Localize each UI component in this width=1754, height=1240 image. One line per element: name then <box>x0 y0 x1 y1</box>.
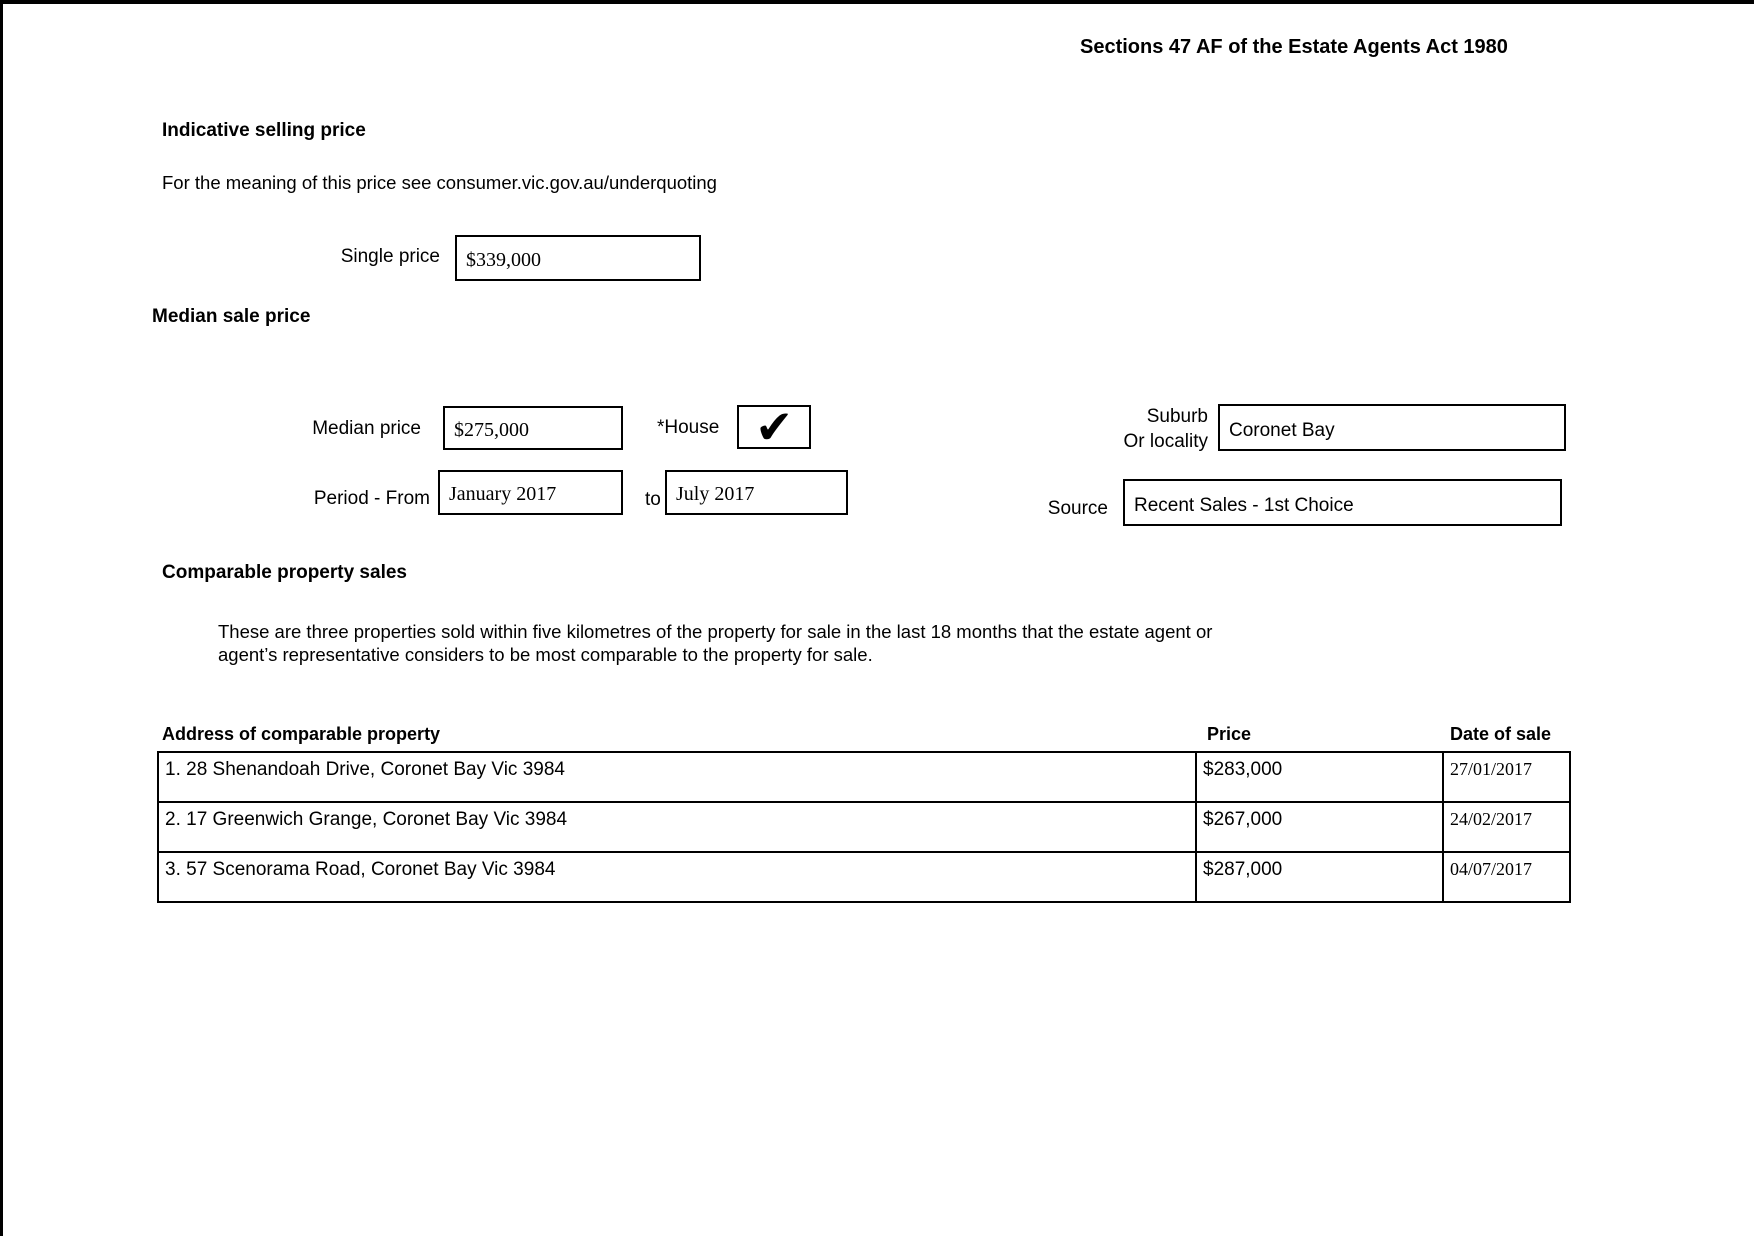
period-to-field[interactable] <box>665 470 848 515</box>
suburb-label-line1: Suburb <box>1146 406 1208 427</box>
page-left-border <box>0 0 3 1236</box>
price-column-header: Price <box>1207 724 1252 744</box>
source-label: Source <box>1047 498 1108 519</box>
comparable-description-line1: These are three properties sold within five kilometres of the property for sale in the last 18 months that the estate agent or <box>218 621 1213 642</box>
comparable-price: $267,000 <box>1196 802 1443 852</box>
comparable-sales-table <box>157 751 1571 903</box>
comparable-date: 24/02/2017 <box>1443 802 1570 852</box>
indicative-selling-price-heading: Indicative selling price <box>162 120 366 141</box>
median-sale-price-heading: Median sale price <box>152 306 311 327</box>
comparable-address: 2. 17 Greenwich Grange, Coronet Bay Vic 3984 <box>158 802 1196 852</box>
suburb-label-line2: Or locality <box>1123 431 1208 452</box>
comparable-date: 27/01/2017 <box>1443 752 1570 802</box>
median-price-label: Median price <box>312 418 421 439</box>
comparable-address: 3. 57 Scenorama Road, Coronet Bay Vic 3984 <box>158 852 1196 902</box>
comparable-description-line2: agent’s representative considers to be most comparable to the property for sale. <box>218 644 873 665</box>
suburb-label <box>1018 404 1208 454</box>
comparable-price: $287,000 <box>1196 852 1443 902</box>
house-label: *House <box>657 417 720 438</box>
table-row <box>158 802 1570 852</box>
period-from-label: Period - From <box>313 488 430 509</box>
single-price-label: Single price <box>340 246 440 267</box>
suburb-field[interactable] <box>1218 404 1566 451</box>
to-label: to <box>645 489 661 510</box>
single-price-field[interactable] <box>455 235 701 281</box>
comparable-price: $283,000 <box>1196 752 1443 802</box>
comparable-description <box>218 620 1212 666</box>
source-field[interactable] <box>1123 479 1562 526</box>
act-reference-title: Sections 47 AF of the Estate Agents Act 1980 <box>1080 36 1508 58</box>
table-row <box>158 852 1570 902</box>
period-from-field[interactable] <box>438 470 623 515</box>
comparable-address: 1. 28 Shenandoah Drive, Coronet Bay Vic 3984 <box>158 752 1196 802</box>
median-price-field[interactable] <box>443 406 623 450</box>
comparable-property-sales-heading: Comparable property sales <box>162 562 407 583</box>
table-row <box>158 752 1570 802</box>
checkmark-icon: ✔ <box>753 400 795 454</box>
address-column-header: Address of comparable property <box>162 724 441 744</box>
page-top-border <box>0 0 1754 4</box>
date-of-sale-column-header: Date of sale <box>1450 724 1552 744</box>
house-checkbox[interactable] <box>737 400 811 454</box>
comparable-date: 04/07/2017 <box>1443 852 1570 902</box>
underquoting-note: For the meaning of this price see consumer.vic.gov.au/underquoting <box>162 172 717 193</box>
